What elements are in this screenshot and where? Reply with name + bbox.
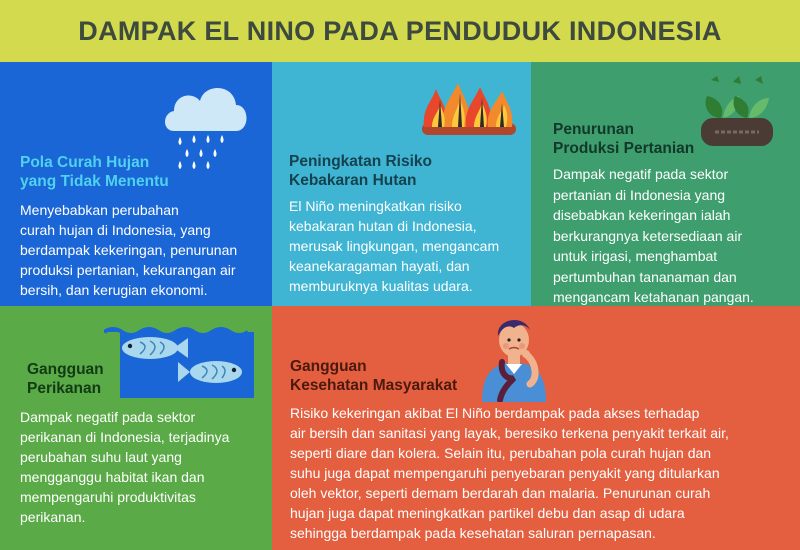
rainfall-heading: Pola Curah Hujan yang Tidak Menentu xyxy=(20,154,169,190)
title-bar xyxy=(0,0,800,62)
health-heading: Gangguan Kesehatan Masyarakat xyxy=(290,358,458,394)
fire-heading: Peningkatan Risiko Kebakaran Hutan xyxy=(289,153,432,189)
rain-cloud-icon xyxy=(160,75,252,177)
agriculture-panel xyxy=(531,62,800,306)
fish-icon xyxy=(104,326,254,398)
fishery-panel xyxy=(0,306,272,550)
rainfall-panel xyxy=(0,62,272,306)
fishery-heading: Gangguan Perikanan xyxy=(27,361,104,397)
rainfall-body: Menyebabkan perubahan curah hujan di Indonesia, yang berdampak kekeringan, penurunan produksi pertanian, kekurangan air bersih, dan kerugian ekonomi. xyxy=(20,202,238,298)
health-panel xyxy=(272,306,800,550)
agriculture-body: Dampak negatif pada sektor pertanian di Indonesia yang disebabkan kekeringan ialah berkurangnya ketersediaan air untuk irigasi, menghambat pertumbuhan tananaman dan mengancam ketahanan pangan. xyxy=(553,166,754,305)
plant-sprout-icon xyxy=(699,74,775,152)
health-body: Risiko kekeringan akibat El Niño berdampak pada akses terhadap air bersih dan sanitasi yang layak, beresiko terkena penyakit terkait air, seperti diare dan kolera. Selain itu, perubahan pola curah hujan dan suhu juga dapat mempengaruhi penyebaran penyakit yang ditularkan oleh vektor, seperti demam berdarah dan malaria. Penurunan curah hujan juga dapat meningkatkan partikel debu dan asap di udara sehingga berdampak pada kesehatan saluran pernapasan. xyxy=(290,405,729,541)
fishery-body: Dampak negatif pada sektor perikanan di Indonesia, terjadinya perubahan suhu laut yang mengganggu habitat ikan dan mempengaruhi produktivitas perikanan. xyxy=(20,409,230,525)
fire-body: El Niño meningkatkan risiko kebakaran hutan di Indonesia, merusak lingkungan, mengancam keanekaragaman hayati, dan memburuknya kualitas udara. xyxy=(289,198,500,294)
fire-panel xyxy=(272,62,531,306)
page-title: DAMPAK EL NINO PADA PENDUDUK INDONESIA xyxy=(78,15,722,46)
agriculture-heading: Penurunan Produksi Pertanian xyxy=(553,121,695,157)
forest-fire-icon xyxy=(418,79,518,139)
sick-person-icon xyxy=(478,310,550,402)
